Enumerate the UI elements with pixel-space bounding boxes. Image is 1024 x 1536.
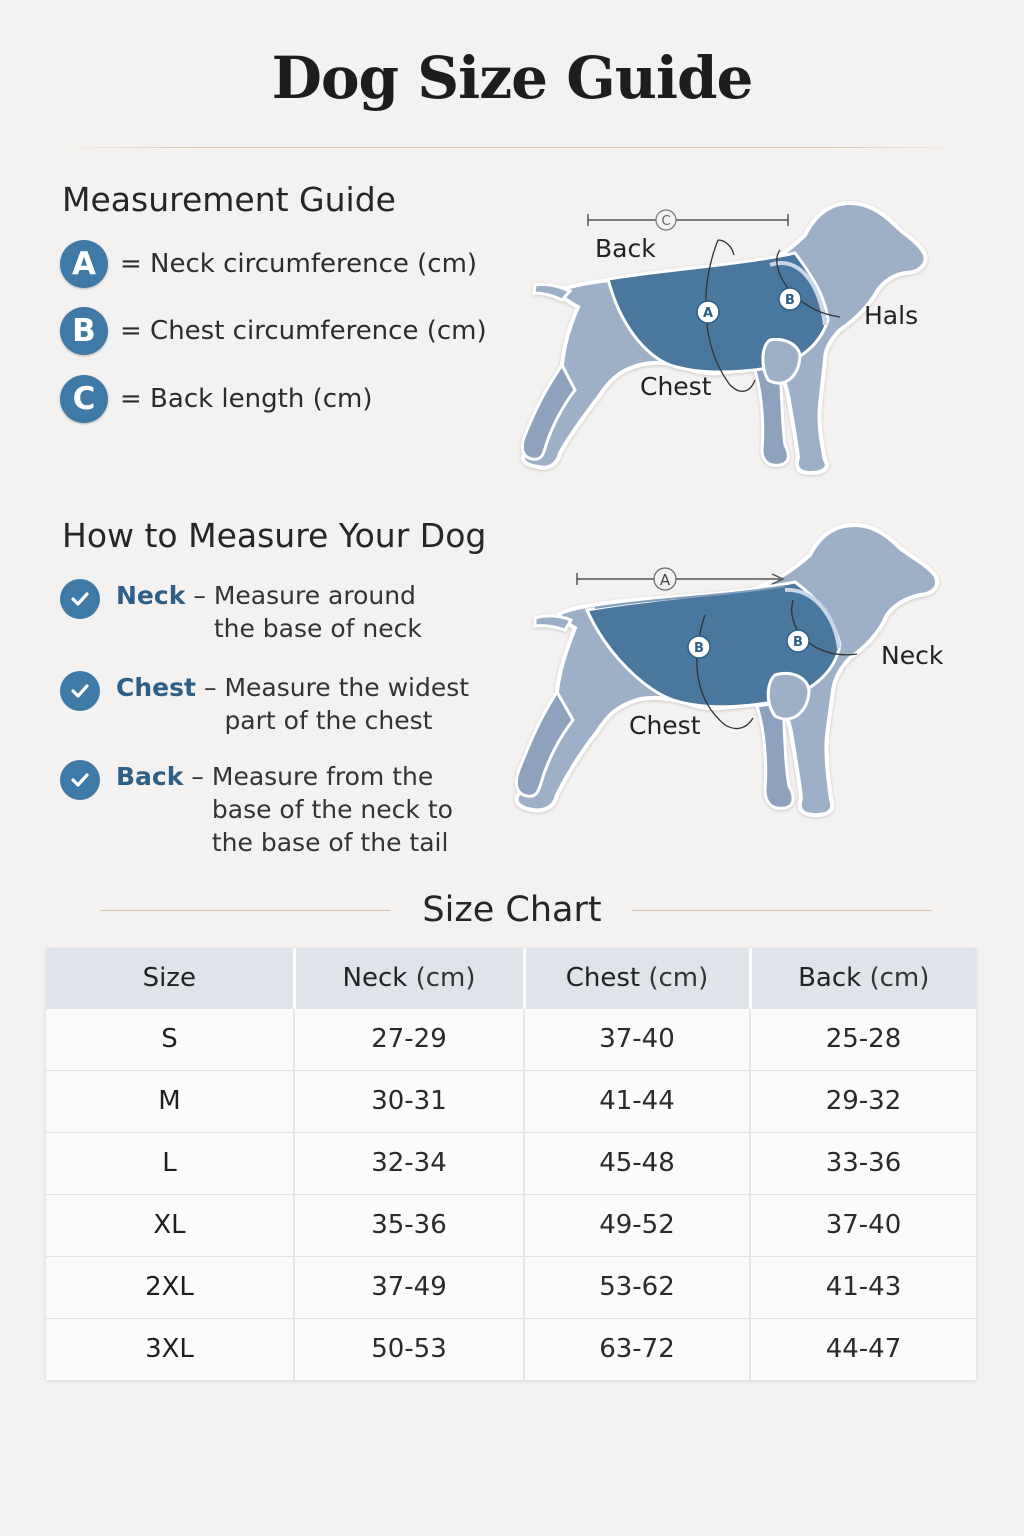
cell-size: 3XL: [46, 1318, 294, 1380]
cell-size: L: [46, 1132, 294, 1194]
header-chest: Chest (cm): [524, 948, 750, 1008]
check-icon: [60, 760, 100, 800]
letter-a-badge: A: [60, 240, 108, 288]
how-to-measure-heading: How to Measure Your Dog: [62, 516, 487, 555]
cell-chest: 49-52: [524, 1194, 750, 1256]
cell-chest: 45-48: [524, 1132, 750, 1194]
marker-top-label: A: [659, 571, 671, 589]
size-chart-heading: Size Chart: [422, 890, 602, 930]
header-back: Back (cm): [750, 948, 976, 1008]
letter-b-badge: B: [60, 307, 108, 355]
cell-chest: 37-40: [524, 1008, 750, 1070]
marker-b-label: B: [785, 293, 795, 308]
cell-chest: 41-44: [524, 1070, 750, 1132]
cell-chest: 63-72: [524, 1318, 750, 1380]
cell-back: 37-40: [750, 1194, 976, 1256]
step-label-neck: Neck: [116, 581, 186, 610]
cell-neck: 50-53: [294, 1318, 524, 1380]
label-hals: Hals: [864, 301, 919, 330]
table-row: [46, 1132, 976, 1194]
cell-neck: 27-29: [294, 1008, 524, 1070]
step-text-chest: Measure the widest part of the chest: [224, 673, 470, 735]
title-divider: [62, 147, 962, 148]
cell-back: 44-47: [750, 1318, 976, 1380]
check-icon: [60, 579, 100, 619]
marker-b1-label: B: [694, 641, 704, 656]
table-header-row: [46, 948, 976, 1008]
cell-back: 33-36: [750, 1132, 976, 1194]
step-back: Back – Measure from the base of the neck to the base of the tail: [60, 760, 453, 859]
legend-text-c: = Back length (cm): [120, 384, 373, 414]
check-icon: [60, 671, 100, 711]
label-chest: Chest: [640, 372, 712, 401]
legend-item-b: [60, 307, 487, 355]
cell-back: 25-28: [750, 1008, 976, 1070]
cell-size: XL: [46, 1194, 294, 1256]
measurement-diagram-dog: [500, 195, 970, 495]
legend-text-b: = Chest circumference (cm): [120, 316, 487, 346]
cell-neck: 35-36: [294, 1194, 524, 1256]
header-neck: Neck (cm): [294, 948, 524, 1008]
cell-neck: 32-34: [294, 1132, 524, 1194]
label-chest: Chest: [629, 711, 701, 740]
cell-size: 2XL: [46, 1256, 294, 1318]
legend-text-a: = Neck circumference (cm): [120, 249, 478, 279]
table-row: [46, 1008, 976, 1070]
cell-size: S: [46, 1008, 294, 1070]
legend-item-c: [60, 375, 372, 423]
marker-a-label: A: [702, 306, 714, 321]
legend-item-a: [60, 240, 477, 288]
marker-b2-label: B: [793, 635, 803, 650]
cell-back: 29-32: [750, 1070, 976, 1132]
letter-c-badge: C: [60, 375, 108, 423]
table-row: [46, 1318, 976, 1380]
step-chest: Chest – Measure the widest part of the chest: [60, 671, 469, 737]
how-to-measure-diagram-dog: [495, 520, 970, 830]
step-neck: Neck – Measure around the base of neck: [60, 579, 422, 645]
cell-neck: 37-49: [294, 1256, 524, 1318]
label-back: Back: [595, 234, 656, 263]
step-text-neck: Measure around the base of neck: [213, 581, 422, 643]
table-row: [46, 1256, 976, 1318]
step-label-back: Back: [116, 762, 184, 791]
cell-back: 41-43: [750, 1256, 976, 1318]
page-title: Dog Size Guide: [271, 44, 753, 112]
cell-size: M: [46, 1070, 294, 1132]
table-row: [46, 1070, 976, 1132]
table-row: [46, 1194, 976, 1256]
cell-neck: 30-31: [294, 1070, 524, 1132]
cell-chest: 53-62: [524, 1256, 750, 1318]
marker-c-label: C: [661, 214, 671, 229]
step-text-back: Measure from the base of the neck to the base of the tail: [211, 762, 453, 857]
size-chart-table: [46, 948, 976, 1380]
measurement-guide-heading: Measurement Guide: [62, 180, 396, 219]
label-neck: Neck: [881, 641, 944, 670]
header-size: Size: [46, 948, 294, 1008]
step-label-chest: Chest: [116, 673, 196, 702]
